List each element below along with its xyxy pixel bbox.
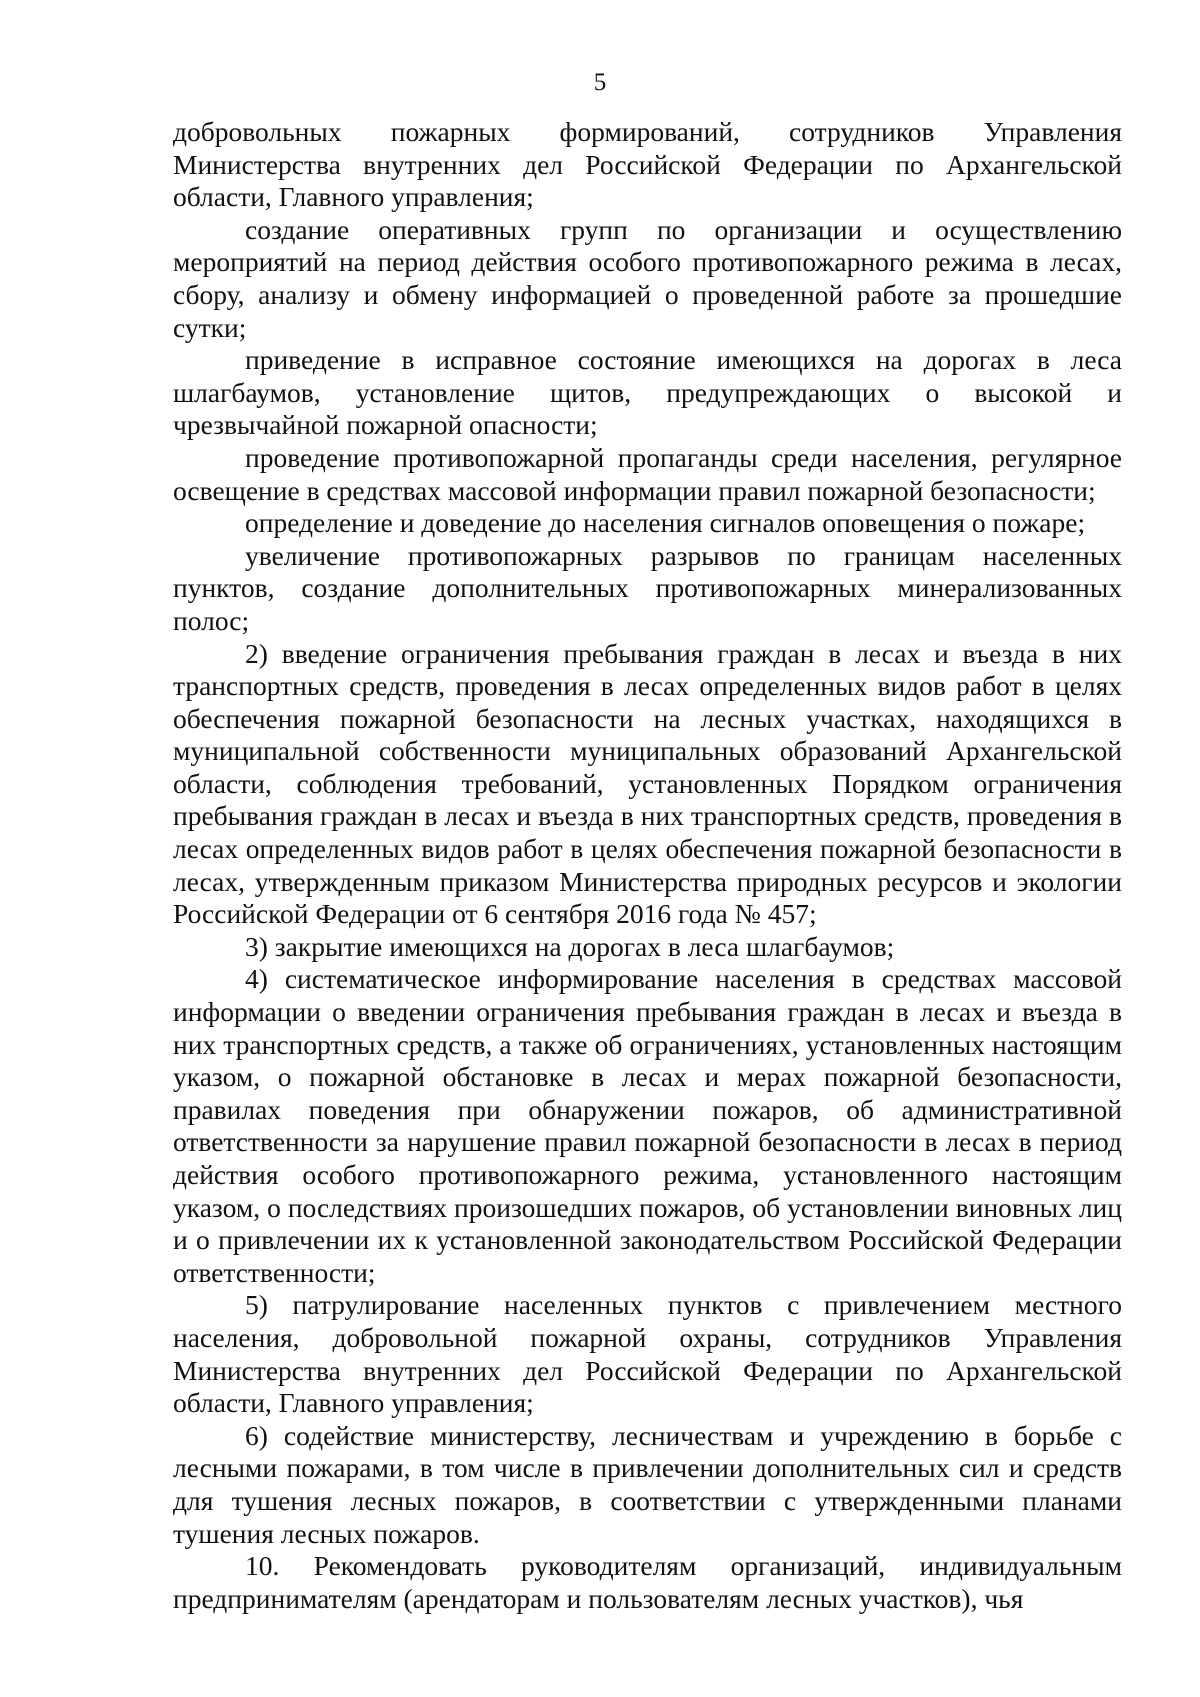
list-item: 4) систематическое информирование населения в средствах массовой информации о введении ограничения пребывания граждан в лесах и въезда в них транспортных средств, а также об ограничениях, установленных настоящим указом, о пожарной обстановке в лесах и мерах пожарной безопасности, правилах поведения при обнаружении пожаров, об административной ответственности за нарушение правил пожарной безопасности в лесах в период действия особого противопожарного режима, установленного настоящим указом, о последствиях произошедших пожаров, об установлении виновных лиц и о привлечении их к установленной законодательством Российской Федерации ответственности; [173,963,1122,1288]
paragraph: проведение противопожарной пропаганды среди населения, регулярное освещение в средствах массовой информации правил пожарной безопасности; [173,441,1122,506]
paragraph: приведение в исправное состояние имеющихся на дорогах в леса шлагбаумов, установление щитов, предупреждающих о высокой и чрезвычайной пожарной опасности; [173,344,1122,441]
paragraph: увеличение противопожарных разрывов по границам населенных пунктов, создание дополнительных противопожарных минерализованных полос; [173,539,1122,636]
list-item: 3) закрытие имеющихся на дорогах в леса шлагбаумов; [245,930,895,962]
list-item: 2) введение ограничения пребывания граждан в лесах и въезда в них транспортных средств, проведения в лесах определенных видов работ в целях обеспечения пожарной безопасности на лесных участках, находящихся в муниципальной собственности муниципальных образований Архангельской области, соблюдения требований, установленных Порядком ограничения пребывания граждан в лесах и въезда в них транспортных средств, проведения в лесах определенных видов работ в целях обеспечения пожарной безопасности в лесах, утвержденным приказом Министерства природных ресурсов и экологии Российской Федерации от 6 сентября 2016 года № 457; [173,637,1122,930]
paragraph: создание оперативных групп по организации и осуществлению мероприятий на период действия особого противопожарного режима в лесах, сбору, анализу и обмену информацией о проведенной работе за прошедшие сутки; [173,213,1122,343]
numbered-clause: 10. Рекомендовать руководителям организаций, индивидуальным предпринимателям (арендаторам и пользователям лесных участков), чья [173,1550,1122,1614]
list-item: 6) содействие министерству, лесничествам и учреждению в борьбе с лесными пожарами, в том числе в привлечении дополнительных сил и средств для тушения лесных пожаров, в соответствии с утвержденными планами тушения лесных пожаров. [173,1419,1122,1549]
paragraph: добровольных пожарных формирований, сотрудников Управления Министерства внутренних дел Российской Федерации по Архангельской области, Главного управления; [173,116,1122,213]
list-item: 5) патрулирование населенных пунктов с привлечением местного населения, добровольной пожарной охраны, сотрудников Управления Министерства внутренних дел Российской Федерации по Архангельской области, Главного управления; [173,1289,1122,1419]
page-number: 5 [593,69,607,96]
document-body [173,116,1122,1615]
paragraph: определение и доведение до населения сигналов оповещения о пожаре; [245,507,1086,539]
